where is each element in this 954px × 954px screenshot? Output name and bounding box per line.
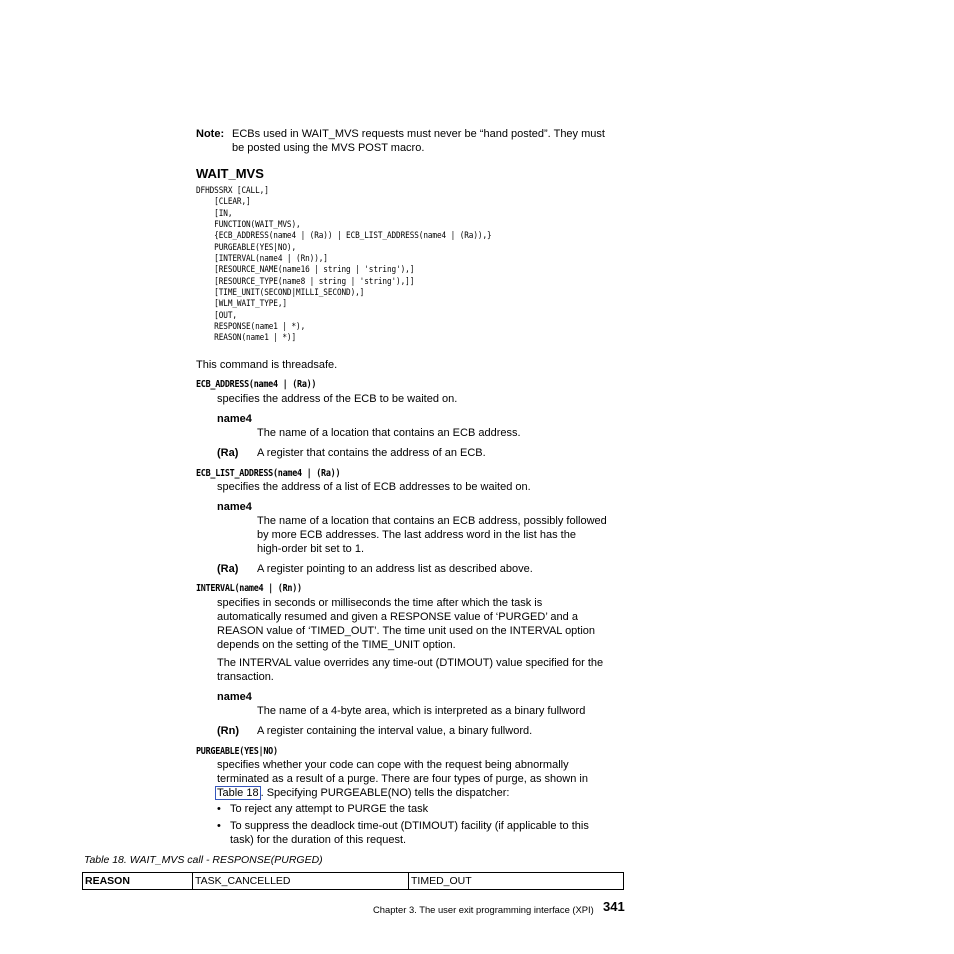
param-rn-desc: A register containing the interval value, a binary fullword. — [257, 725, 533, 737]
note-line: be posted using the MVS POST macro. — [232, 142, 425, 154]
syntax-line: RESPONSE(name1 | *), — [196, 321, 306, 332]
param-name4-label: name4 — [217, 413, 252, 425]
bullet-dot: • — [217, 803, 221, 815]
param-name4-desc: The name of a 4-byte area, which is interpreted as a binary fullword — [257, 705, 586, 717]
syntax-line: [IN, — [196, 207, 233, 218]
syntax-line: [TIME_UNIT(SECOND|MILLI_SECOND),] — [196, 287, 365, 298]
table-header-cell: REASON — [83, 873, 193, 890]
bullet-dot: • — [217, 820, 221, 832]
interval-desc — [217, 596, 627, 652]
bullet-text: To reject any attempt to PURGE the task — [230, 803, 429, 815]
syntax-line: [RESOURCE_TYPE(name8 | string | 'string'),]] — [196, 275, 415, 286]
desc-line: depends on the setting of the TIME_UNIT option. — [217, 639, 456, 651]
desc-line: automatically resumed and given a RESPONSE value of ‘PURGED’ and a — [217, 611, 578, 623]
param-ra-desc: A register pointing to an address list as described above. — [257, 563, 533, 575]
param-name4-desc — [257, 514, 629, 556]
bullet-line: To suppress the deadlock time-out (DTIMOUT) facility (if applicable to this — [230, 820, 589, 832]
syntax-line: DFHDSSRX [CALL,] — [196, 185, 269, 195]
param-name4-label: name4 — [217, 691, 252, 703]
syntax-line: [INTERVAL(name4 | (Rn)),] — [196, 253, 328, 264]
ecb-address-desc: specifies the address of the ECB to be waited on. — [217, 393, 458, 405]
desc-line: The INTERVAL value overrides any time-out (DTIMOUT) value specified for the — [217, 657, 604, 669]
syntax-line: {ECB_ADDRESS(name4 | (Ra)) | ECB_LIST_ADDRESS(name4 | (Ra)),} — [196, 230, 492, 241]
note-line: ECBs used in WAIT_MVS requests must never be “hand posted”. They must — [232, 128, 605, 140]
desc-line: by more ECB addresses. The last address word in the list has the — [257, 529, 576, 541]
ecb-list-address-keyword: ECB_LIST_ADDRESS(name4 | (Ra)) — [196, 468, 341, 479]
desc-line: specifies whether your code can cope with the request being abnormally — [217, 759, 569, 771]
bullet-line: task) for the duration of this request. — [230, 834, 407, 846]
reason-table — [82, 872, 624, 890]
table-18-link[interactable]: Table 18 — [217, 787, 259, 799]
table-cell: TASK_CANCELLED — [193, 873, 409, 890]
ecb-list-address-desc: specifies the address of a list of ECB addresses to be waited on. — [217, 481, 531, 493]
desc-line: The name of a location that contains an ECB address, possibly followed — [257, 515, 607, 527]
desc-line: terminated as a result of a purge. There are four types of purge, as shown in — [217, 773, 588, 785]
threadsafe-text: This command is threadsafe. — [196, 359, 338, 371]
note-text — [232, 127, 628, 155]
syntax-block — [196, 185, 601, 344]
desc-line: high-order bit set to 1. — [257, 543, 365, 555]
desc-line — [217, 786, 627, 800]
bullet-text — [230, 819, 627, 847]
footer-chapter: Chapter 3. The user exit programming interface (XPI) — [373, 904, 594, 915]
table-row — [83, 873, 624, 890]
desc-line: REASON value of ‘TIMED_OUT’. The time unit used on the INTERVAL option — [217, 625, 596, 637]
purgeable-keyword: PURGEABLE(YES|NO) — [196, 746, 278, 757]
desc-line: specifies in seconds or milliseconds the time after which the task is — [217, 597, 543, 609]
desc-text: . Specifying PURGEABLE(NO) tells the dispatcher: — [260, 787, 510, 799]
desc-line: transaction. — [217, 671, 274, 683]
syntax-line: FUNCTION(WAIT_MVS), — [196, 219, 301, 230]
syntax-line: [CLEAR,] — [196, 196, 251, 207]
syntax-line: [WLM_WAIT_TYPE,] — [196, 298, 287, 309]
param-ra-desc: A register that contains the address of an ECB. — [257, 447, 486, 459]
table-caption: Table 18. WAIT_MVS call - RESPONSE(PURGED) — [84, 854, 323, 866]
param-ra-label: (Ra) — [217, 563, 239, 575]
syntax-line: [RESOURCE_NAME(name16 | string | 'string'),] — [196, 264, 415, 275]
ecb-address-keyword: ECB_ADDRESS(name4 | (Ra)) — [196, 379, 317, 390]
purgeable-desc — [217, 758, 627, 800]
note-label: Note: — [196, 128, 225, 140]
table-cell: TIMED_OUT — [409, 873, 624, 890]
syntax-line: REASON(name1 | *)] — [196, 332, 297, 343]
param-name4-label: name4 — [217, 501, 252, 513]
param-name4-desc: The name of a location that contains an ECB address. — [257, 427, 521, 439]
interval-keyword: INTERVAL(name4 | (Rn)) — [196, 583, 302, 594]
interval-override — [217, 656, 627, 684]
syntax-line: [OUT, — [196, 309, 237, 320]
param-rn-label: (Rn) — [217, 725, 239, 737]
page-number: 341 — [603, 899, 625, 914]
syntax-line: PURGEABLE(YES|NO), — [196, 241, 297, 252]
section-title: WAIT_MVS — [196, 166, 264, 181]
param-ra-label: (Ra) — [217, 447, 239, 459]
